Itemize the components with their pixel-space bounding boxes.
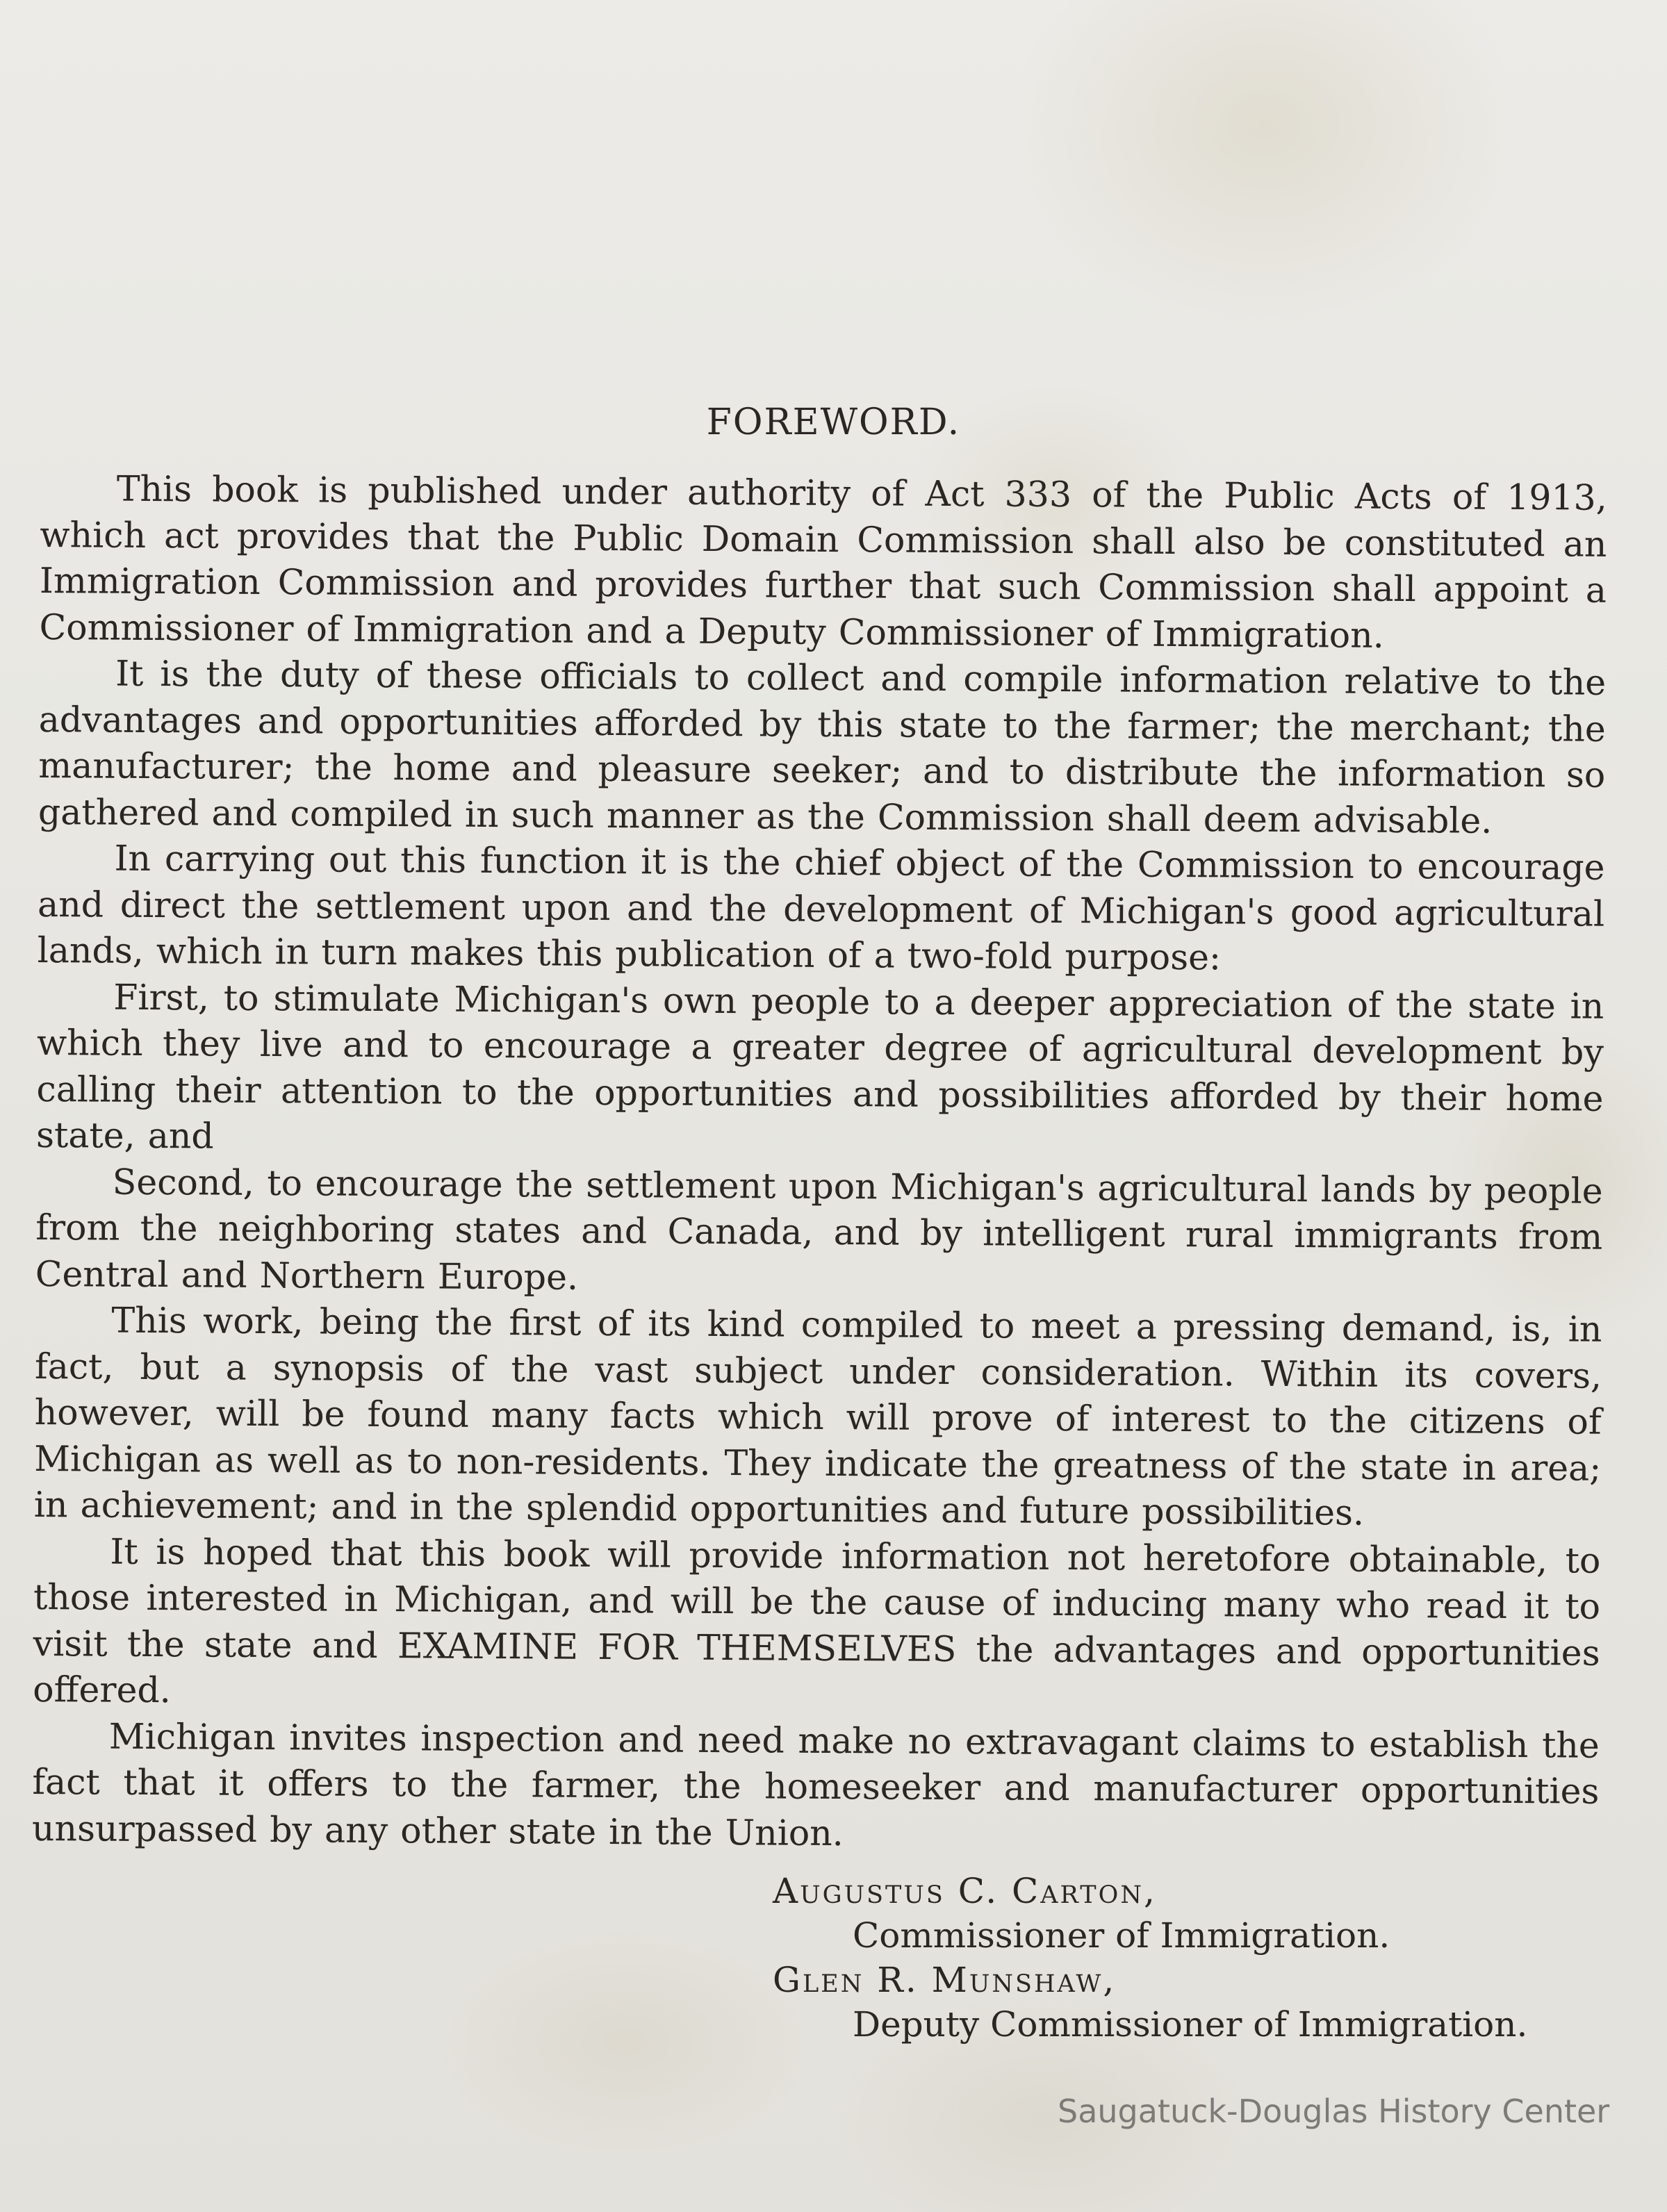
watermark: Saugatuck-Douglas History Center — [1058, 2093, 1610, 2130]
paragraph: First, to stimulate Michigan's own people to a deeper appreciation of the state in which they live and to encourage a greater degree of agricultural development by calling their attention to the opportunities and possibilities afforded by their home state, and — [35, 976, 1604, 1157]
paragraph: Michigan invites inspection and need make no extravagant claims to establish the fact that it offers to the farmer, the homeseeker and manufacturer opportunities unsurpassed by any other state in the Union. — [31, 1715, 1600, 1854]
paragraph: It is the duty of these officials to collect and compile information relative to the advantages and opportunities afforded by this state to the farmer; the merchant; the manufacturer; the home and pleasure seeker; and to distribute the information so gathered and compiled in such manner as the Commission shall deem advisable. — [38, 652, 1607, 841]
signatory-name: Glen R. Munshaw, — [773, 1960, 1117, 2000]
paragraph: This work, being the first of its kind compiled to meet a pressing demand, is, in fact, but a synopsis of the vast subject under consideration. Within its covers, however, will be found many facts which will prove of interest to the citizens of Michigan as well as to non-residents. They indicate the greatness of the state in area; in achievement; and in the splendid opportunities and future possibilities. — [33, 1299, 1602, 1533]
paragraph: In carrying out this function it is the chief object of the Commission to encourage and direct the settlement upon and the development of Michigan's good agricultural lands, which in turn makes this publication of a two-fold purpose: — [37, 837, 1605, 978]
page-title: FOREWORD. — [706, 402, 961, 443]
paragraph: Second, to encourage the settlement upon Michigan's agricultural lands by people from the neighboring states and Canada, and by intelligent rural immigrants from Central and Northern Europe. — [35, 1161, 1603, 1298]
signature-block — [773, 1869, 1607, 2047]
signatory-title: Commissioner of Immigration. — [853, 1915, 1390, 1956]
paragraph: This book is published under authority of Act 333 of the Public Acts of 1913, which act provides that the Public Domain Commission shall also be constituted an Immigration Commission and provides further that such Commission shall appoint a Commissioner of Immigration and a Deputy Commissioner of Immigration. — [39, 468, 1607, 656]
paragraph: It is hoped that this book will provide information not heretofore obtainable, to those interested in Michigan, and will be the cause of inducing many who read it to visit the state and EXAMINE FOR THEMSELVES the advantages and opportunities offered. — [33, 1530, 1601, 1711]
signatory-name: Augustus C. Carton, — [773, 1871, 1157, 1911]
signatory-title: Deputy Commissioner of Immigration. — [853, 2004, 1528, 2045]
foreword-body — [32, 465, 1607, 1861]
